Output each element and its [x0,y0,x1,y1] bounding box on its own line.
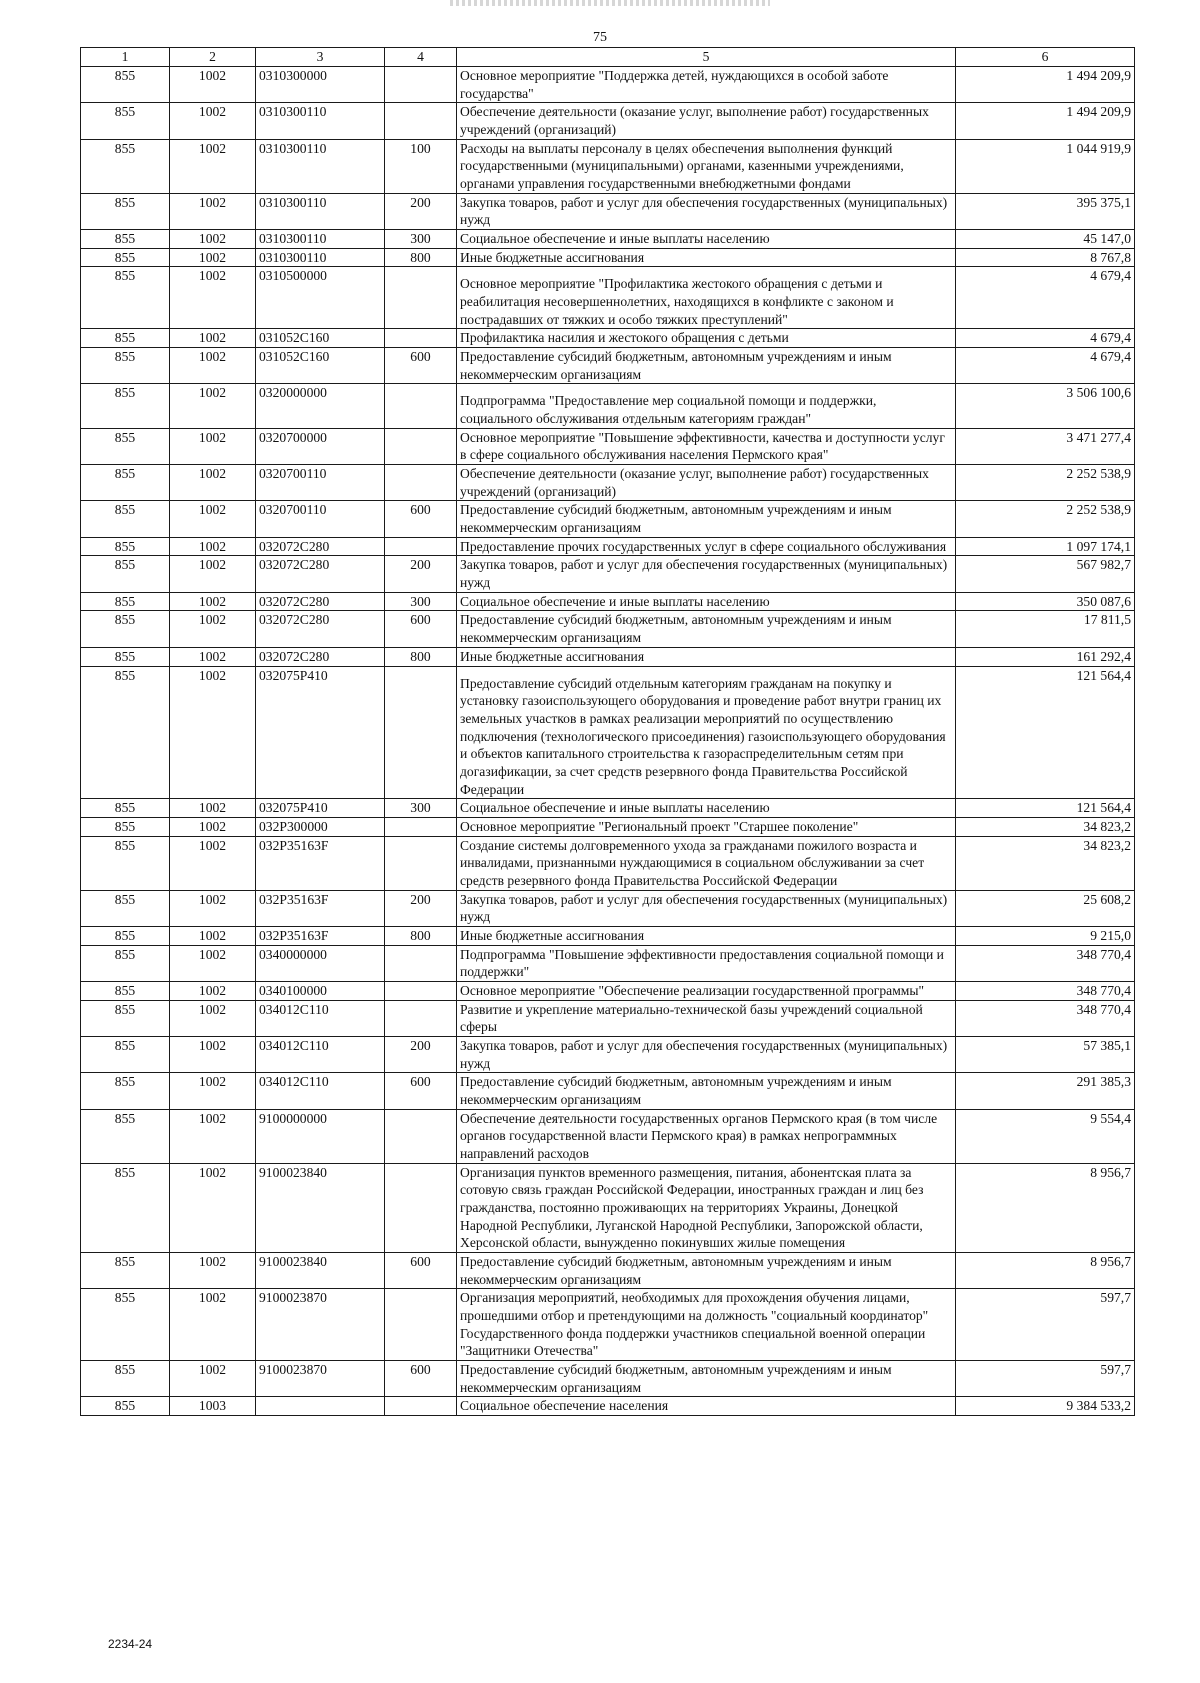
expense-type-code-cell [385,945,457,981]
amount-cell: 9 384 533,2 [956,1397,1135,1416]
section-code-cell: 1002 [170,248,256,267]
ministry-code-cell: 855 [81,647,170,666]
table-row [81,945,1135,981]
table-row [81,926,1135,945]
amount-cell: 1 044 919,9 [956,139,1135,193]
target-article-code-cell: 032Р35163F [256,890,385,926]
target-article-code-cell: 032075Р410 [256,799,385,818]
section-code-cell: 1002 [170,926,256,945]
target-article-code-cell: 032072С280 [256,592,385,611]
section-code-cell: 1002 [170,799,256,818]
ministry-code-cell: 855 [81,248,170,267]
section-code-cell: 1002 [170,611,256,647]
amount-cell: 1 097 174,1 [956,537,1135,556]
expense-name-cell: Предоставление субсидий отдельным категориям гражданам на покупку и установку газоиспользующего оборудования и проведение работ внутри границ их земельных участков в рамках реализации мероприятий по осуществлению подключения (технологического присоединения) газоиспользующего оборудования и объектов капитального строительства к газораспределительным сетям при догазификации, за счет средств резервного фонда Правительства Российской Федерации [457,666,956,799]
expense-name-cell: Предоставление субсидий бюджетным, автономным учреждениям и иным некоммерческим организациям [457,1253,956,1289]
table-row [81,329,1135,348]
ministry-code-cell: 855 [81,1073,170,1109]
table-row [81,1361,1135,1397]
section-code-cell: 1002 [170,592,256,611]
expense-name-cell: Основное мероприятие "Повышение эффективности, качества и доступности услуг в сфере социального обслуживания населения Пермского края" [457,428,956,464]
expense-type-code-cell [385,836,457,890]
budget-table [80,47,1135,1416]
amount-cell: 1 494 209,9 [956,103,1135,139]
expense-name-cell: Иные бюджетные ассигнования [457,647,956,666]
section-code-cell: 1002 [170,348,256,384]
expense-type-code-cell [385,329,457,348]
ministry-code-cell: 855 [81,384,170,428]
table-row [81,103,1135,139]
section-code-cell: 1002 [170,1253,256,1289]
ministry-code-cell: 855 [81,556,170,592]
expense-name-cell: Социальное обеспечение населения [457,1397,956,1416]
amount-cell: 121 564,4 [956,666,1135,799]
ministry-code-cell: 855 [81,1289,170,1361]
table-row [81,537,1135,556]
expense-name-cell: Предоставление субсидий бюджетным, автономным учреждениям и иным некоммерческим организациям [457,1361,956,1397]
column-header: 1 [81,48,170,67]
ministry-code-cell: 855 [81,817,170,836]
target-article-code-cell: 0310300000 [256,67,385,103]
amount-cell: 57 385,1 [956,1036,1135,1072]
table-body [81,67,1135,1416]
ministry-code-cell: 855 [81,836,170,890]
ministry-code-cell: 855 [81,329,170,348]
section-code-cell: 1002 [170,1036,256,1072]
section-code-cell: 1002 [170,666,256,799]
expense-type-code-cell [385,1163,457,1252]
section-code-cell: 1002 [170,384,256,428]
amount-cell: 25 608,2 [956,890,1135,926]
expense-name-cell: Основное мероприятие "Региональный проект "Старшее поколение" [457,817,956,836]
table-row [81,817,1135,836]
amount-cell: 45 147,0 [956,230,1135,249]
target-article-code-cell: 9100023870 [256,1361,385,1397]
table-row [81,666,1135,799]
amount-cell: 161 292,4 [956,647,1135,666]
target-article-code-cell: 032Р35163F [256,836,385,890]
amount-cell: 121 564,4 [956,799,1135,818]
expense-type-code-cell: 300 [385,230,457,249]
ministry-code-cell: 855 [81,611,170,647]
amount-cell: 348 770,4 [956,981,1135,1000]
expense-name-cell: Предоставление прочих государственных услуг в сфере социального обслуживания [457,537,956,556]
expense-type-code-cell: 200 [385,556,457,592]
table-row [81,248,1135,267]
page-number: 75 [593,30,607,45]
target-article-code-cell: 034012С110 [256,1073,385,1109]
expense-name-cell: Подпрограмма "Повышение эффективности предоставления социальной помощи и поддержки" [457,945,956,981]
expense-name-cell: Социальное обеспечение и иные выплаты населению [457,799,956,818]
expense-name-cell: Иные бюджетные ассигнования [457,926,956,945]
section-code-cell: 1002 [170,193,256,229]
table-row [81,647,1135,666]
expense-type-code-cell: 300 [385,592,457,611]
target-article-code-cell: 032Р35163F [256,926,385,945]
section-code-cell: 1002 [170,1163,256,1252]
table-row [81,1073,1135,1109]
ministry-code-cell: 855 [81,1036,170,1072]
amount-cell: 9 554,4 [956,1109,1135,1163]
target-article-code-cell: 031052С160 [256,348,385,384]
expense-name-cell: Закупка товаров, работ и услуг для обеспечения государственных (муниципальных) нужд [457,556,956,592]
amount-cell: 1 494 209,9 [956,67,1135,103]
target-article-code-cell: 032072С280 [256,556,385,592]
section-code-cell: 1002 [170,647,256,666]
ministry-code-cell: 855 [81,1253,170,1289]
target-article-code-cell: 032075Р410 [256,666,385,799]
ministry-code-cell: 855 [81,945,170,981]
target-article-code-cell: 0340000000 [256,945,385,981]
expense-type-code-cell: 600 [385,1361,457,1397]
expense-name-cell: Основное мероприятие "Обеспечение реализации государственной программы" [457,981,956,1000]
ministry-code-cell: 855 [81,428,170,464]
expense-type-code-cell: 600 [385,611,457,647]
table-row [81,384,1135,428]
column-header: 6 [956,48,1135,67]
amount-cell: 291 385,3 [956,1073,1135,1109]
table-row [81,267,1135,329]
expense-name-cell: Организация мероприятий, необходимых для прохождения обучения лицами, прошедшими отбор и претендующими на должность "социальный координатор" Государственного фонда поддержки участников специальной военной операции "Защитники Отечества" [457,1289,956,1361]
expense-type-code-cell [385,103,457,139]
section-code-cell: 1002 [170,890,256,926]
section-code-cell: 1002 [170,329,256,348]
amount-cell: 597,7 [956,1361,1135,1397]
section-code-cell: 1002 [170,836,256,890]
section-code-cell: 1002 [170,1000,256,1036]
section-code-cell: 1002 [170,537,256,556]
target-article-code-cell: 0310300110 [256,230,385,249]
target-article-code-cell: 9100023840 [256,1163,385,1252]
scan-artifact [450,0,770,6]
amount-cell: 3 471 277,4 [956,428,1135,464]
expense-name-cell: Закупка товаров, работ и услуг для обеспечения государственных (муниципальных) нужд [457,193,956,229]
expense-name-cell: Основное мероприятие "Поддержка детей, нуждающихся в особой заботе государства" [457,67,956,103]
expense-name-cell: Подпрограмма "Предоставление мер социальной помощи и поддержки, социального обслуживания отдельным категориям граждан" [457,384,956,428]
ministry-code-cell: 855 [81,1000,170,1036]
expense-name-cell: Социальное обеспечение и иные выплаты населению [457,230,956,249]
expense-type-code-cell: 600 [385,501,457,537]
target-article-code-cell: 0310500000 [256,267,385,329]
target-article-code-cell: 032072С280 [256,647,385,666]
table-row [81,193,1135,229]
table-row [81,348,1135,384]
expense-type-code-cell: 200 [385,890,457,926]
target-article-code-cell: 032072С280 [256,611,385,647]
amount-cell: 4 679,4 [956,348,1135,384]
expense-name-cell: Профилактика насилия и жестокого обращения с детьми [457,329,956,348]
target-article-code-cell: 0340100000 [256,981,385,1000]
expense-type-code-cell [385,817,457,836]
target-article-code-cell: 9100023840 [256,1253,385,1289]
target-article-code-cell: 0310300110 [256,248,385,267]
expense-name-cell: Обеспечение деятельности государственных органов Пермского края (в том числе органов государственной власти Пермского края) в рамках непрограммных направлений расходов [457,1109,956,1163]
expense-type-code-cell [385,981,457,1000]
ministry-code-cell: 855 [81,666,170,799]
amount-cell: 348 770,4 [956,1000,1135,1036]
table-row [81,139,1135,193]
expense-type-code-cell [385,384,457,428]
expense-name-cell: Основное мероприятие "Профилактика жестокого обращения с детьми и реабилитация несовершеннолетних, находящихся в конфликте с законом и пострадавших от тяжких и особо тяжких преступлений" [457,267,956,329]
ministry-code-cell: 855 [81,230,170,249]
section-code-cell: 1002 [170,501,256,537]
section-code-cell: 1002 [170,981,256,1000]
expense-name-cell: Закупка товаров, работ и услуг для обеспечения государственных (муниципальных) нужд [457,1036,956,1072]
amount-cell: 34 823,2 [956,817,1135,836]
expense-type-code-cell: 300 [385,799,457,818]
amount-cell: 350 087,6 [956,592,1135,611]
expense-type-code-cell [385,465,457,501]
section-code-cell: 1002 [170,139,256,193]
section-code-cell: 1002 [170,1289,256,1361]
expense-name-cell: Предоставление субсидий бюджетным, автономным учреждениям и иным некоммерческим организациям [457,348,956,384]
ministry-code-cell: 855 [81,1397,170,1416]
expense-type-code-cell: 800 [385,926,457,945]
target-article-code-cell: 0310300110 [256,103,385,139]
ministry-code-cell: 855 [81,103,170,139]
ministry-code-cell: 855 [81,139,170,193]
column-header: 5 [457,48,956,67]
table-row [81,836,1135,890]
target-article-code-cell [256,1397,385,1416]
section-code-cell: 1002 [170,67,256,103]
target-article-code-cell: 0310300110 [256,139,385,193]
section-code-cell: 1002 [170,230,256,249]
column-header: 3 [256,48,385,67]
ministry-code-cell: 855 [81,1361,170,1397]
expense-type-code-cell [385,1000,457,1036]
expense-type-code-cell [385,267,457,329]
expense-type-code-cell: 800 [385,647,457,666]
amount-cell: 597,7 [956,1289,1135,1361]
table-row [81,1289,1135,1361]
section-code-cell: 1002 [170,103,256,139]
expense-name-cell: Предоставление субсидий бюджетным, автономным учреждениям и иным некоммерческим организациям [457,1073,956,1109]
table-row [81,1397,1135,1416]
expense-name-cell: Обеспечение деятельности (оказание услуг, выполнение работ) государственных учреждений (организаций) [457,465,956,501]
ministry-code-cell: 855 [81,799,170,818]
target-article-code-cell: 034012С110 [256,1000,385,1036]
ministry-code-cell: 855 [81,890,170,926]
section-code-cell: 1002 [170,556,256,592]
expense-name-cell: Создание системы долговременного ухода за гражданами пожилого возраста и инвалидами, признанными нуждающимися в социальном обслуживании за счет средств резервного фонда Правительства Российской Федерации [457,836,956,890]
expense-type-code-cell: 100 [385,139,457,193]
expense-type-code-cell [385,67,457,103]
column-header: 4 [385,48,457,67]
section-code-cell: 1002 [170,1109,256,1163]
ministry-code-cell: 855 [81,67,170,103]
expense-name-cell: Предоставление субсидий бюджетным, автономным учреждениям и иным некоммерческим организациям [457,501,956,537]
target-article-code-cell: 9100000000 [256,1109,385,1163]
target-article-code-cell: 032072С280 [256,537,385,556]
section-code-cell: 1002 [170,267,256,329]
ministry-code-cell: 855 [81,501,170,537]
expense-type-code-cell: 600 [385,1253,457,1289]
expense-name-cell: Иные бюджетные ассигнования [457,248,956,267]
amount-cell: 9 215,0 [956,926,1135,945]
table-row [81,981,1135,1000]
expense-name-cell: Развитие и укрепление материально-технической базы учреждений социальной сферы [457,1000,956,1036]
table-row [81,428,1135,464]
ministry-code-cell: 855 [81,926,170,945]
target-article-code-cell: 0320700000 [256,428,385,464]
expense-type-code-cell [385,1109,457,1163]
expense-type-code-cell: 600 [385,348,457,384]
table-row [81,465,1135,501]
expense-type-code-cell: 200 [385,193,457,229]
section-code-cell: 1002 [170,465,256,501]
table-row [81,67,1135,103]
target-article-code-cell: 032Р300000 [256,817,385,836]
target-article-code-cell: 031052С160 [256,329,385,348]
expense-name-cell: Организация пунктов временного размещения, питания, абонентская плата за сотовую связь граждан Российской Федерации, иностранных граждан и лиц без гражданства, постоянно проживающих на территориях Украины, Донецкой Народной Республики, Луганской Народной Республики, Запорожской области, Херсонской области, вынужденно покинувших жилые помещения [457,1163,956,1252]
target-article-code-cell: 0320000000 [256,384,385,428]
ministry-code-cell: 855 [81,348,170,384]
ministry-code-cell: 855 [81,267,170,329]
expense-type-code-cell [385,537,457,556]
expense-name-cell: Закупка товаров, работ и услуг для обеспечения государственных (муниципальных) нужд [457,890,956,926]
section-code-cell: 1002 [170,945,256,981]
section-code-cell: 1003 [170,1397,256,1416]
section-code-cell: 1002 [170,1361,256,1397]
table-row [81,890,1135,926]
ministry-code-cell: 855 [81,193,170,229]
amount-cell: 8 956,7 [956,1163,1135,1252]
section-code-cell: 1002 [170,1073,256,1109]
expense-name-cell: Расходы на выплаты персоналу в целях обеспечения выполнения функций государственными (муниципальными) органами, казенными учреждениями, органами управления государственными внебюджетными фондами [457,139,956,193]
amount-cell: 567 982,7 [956,556,1135,592]
amount-cell: 395 375,1 [956,193,1135,229]
table-row [81,1253,1135,1289]
table-row [81,1109,1135,1163]
amount-cell: 8 767,8 [956,248,1135,267]
ministry-code-cell: 855 [81,592,170,611]
table-row [81,230,1135,249]
expense-type-code-cell [385,1289,457,1361]
expense-type-code-cell [385,1397,457,1416]
amount-cell: 34 823,2 [956,836,1135,890]
section-code-cell: 1002 [170,428,256,464]
expense-name-cell: Обеспечение деятельности (оказание услуг, выполнение работ) государственных учреждений (организаций) [457,103,956,139]
ministry-code-cell: 855 [81,465,170,501]
target-article-code-cell: 0320700110 [256,501,385,537]
table-row [81,1163,1135,1252]
document-code: 2234-24 [108,1637,153,1651]
table-row [81,1000,1135,1036]
table-row [81,1036,1135,1072]
target-article-code-cell: 0320700110 [256,465,385,501]
amount-cell: 4 679,4 [956,267,1135,329]
table-row [81,611,1135,647]
table-row [81,556,1135,592]
ministry-code-cell: 855 [81,1109,170,1163]
amount-cell: 8 956,7 [956,1253,1135,1289]
header-row [81,48,1135,67]
expense-type-code-cell [385,428,457,464]
column-header: 2 [170,48,256,67]
target-article-code-cell: 9100023870 [256,1289,385,1361]
amount-cell: 348 770,4 [956,945,1135,981]
section-code-cell: 1002 [170,817,256,836]
table-row [81,592,1135,611]
amount-cell: 3 506 100,6 [956,384,1135,428]
expense-type-code-cell: 200 [385,1036,457,1072]
table-row [81,501,1135,537]
amount-cell: 4 679,4 [956,329,1135,348]
expense-type-code-cell [385,666,457,799]
expense-name-cell: Предоставление субсидий бюджетным, автономным учреждениям и иным некоммерческим организациям [457,611,956,647]
amount-cell: 2 252 538,9 [956,501,1135,537]
expense-type-code-cell: 600 [385,1073,457,1109]
target-article-code-cell: 0310300110 [256,193,385,229]
expense-name-cell: Социальное обеспечение и иные выплаты населению [457,592,956,611]
ministry-code-cell: 855 [81,537,170,556]
table-row [81,799,1135,818]
amount-cell: 2 252 538,9 [956,465,1135,501]
ministry-code-cell: 855 [81,981,170,1000]
ministry-code-cell: 855 [81,1163,170,1252]
expense-type-code-cell: 800 [385,248,457,267]
amount-cell: 17 811,5 [956,611,1135,647]
target-article-code-cell: 034012С110 [256,1036,385,1072]
